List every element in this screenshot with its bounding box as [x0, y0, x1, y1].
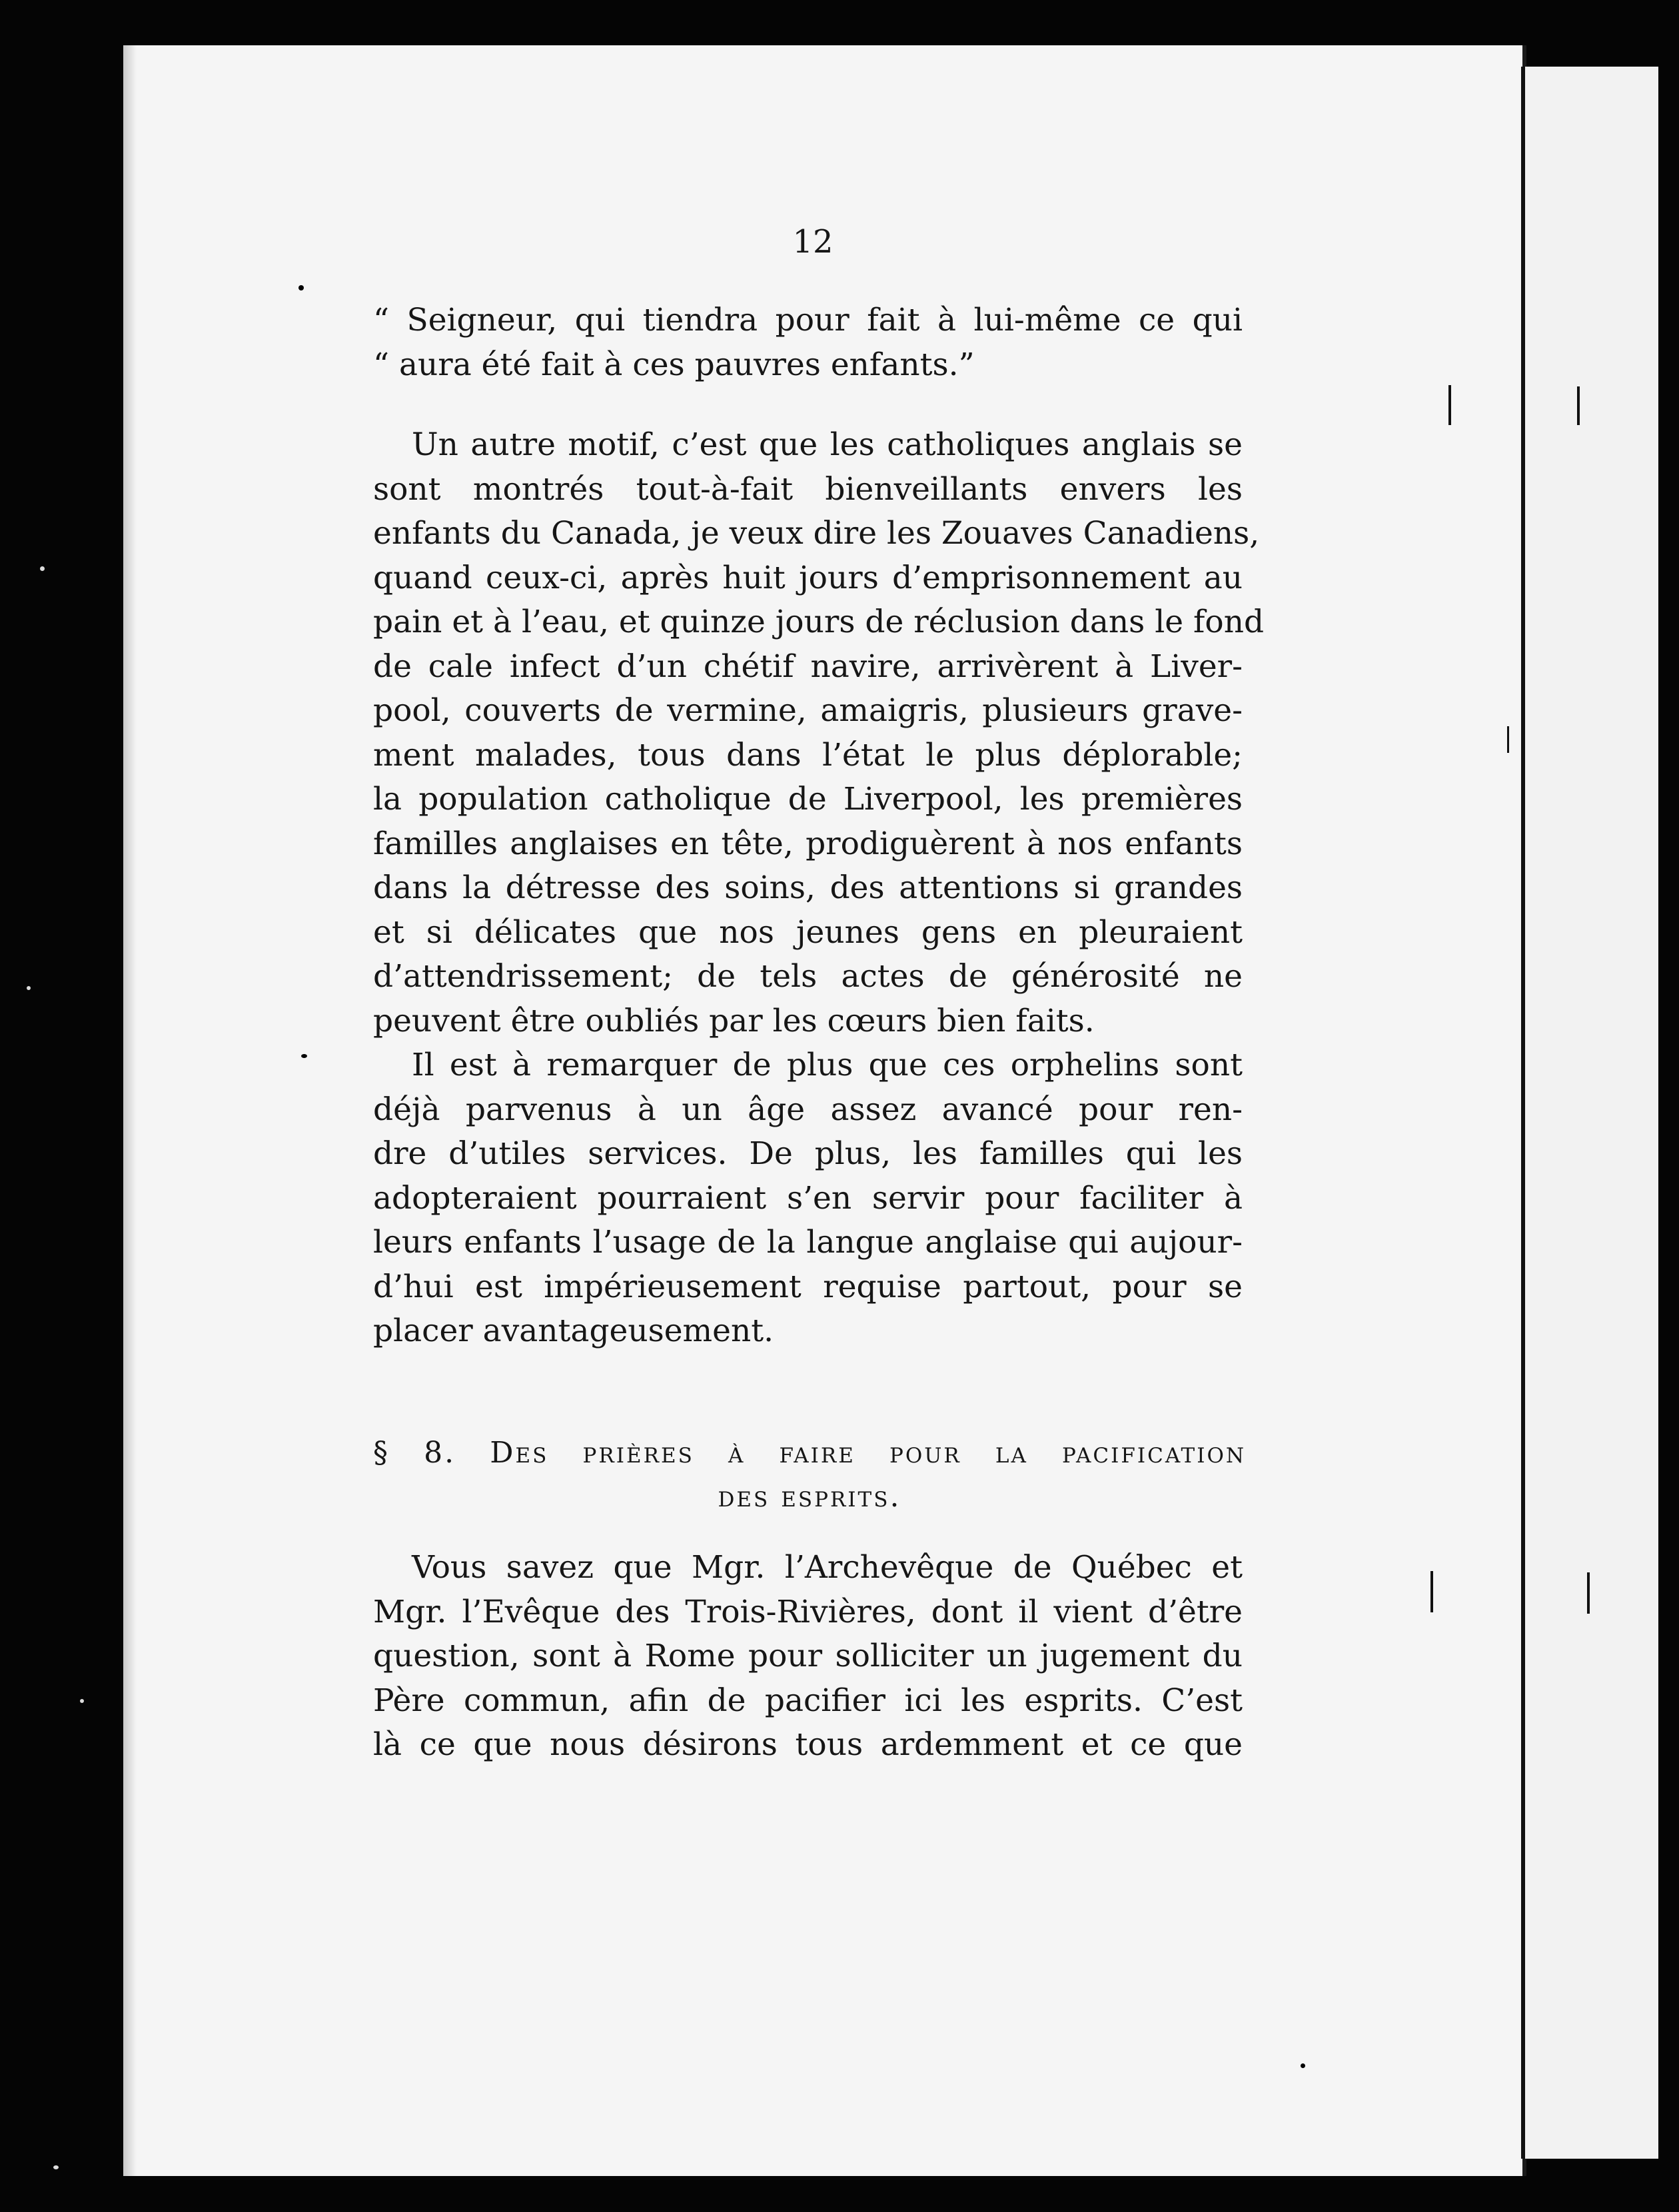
gutter-mark	[1577, 386, 1580, 425]
text-line: là ce que nous désirons tous ardemment et ce que	[373, 1726, 1243, 1763]
text-line: pool, couverts de vermine, amaigris, plusieurs grave-	[373, 692, 1243, 729]
text-line: Il est à remarquer de plus que ces orphelins sont	[412, 1047, 1243, 1083]
text-line: “ Seigneur, qui tiendra pour fait à lui-même ce qui	[373, 302, 1243, 338]
text-line: la population catholique de Liverpool, les premières	[373, 781, 1243, 818]
paragraph	[373, 1546, 1243, 1768]
text-line: question, sont à Rome pour solliciter un jugement du	[373, 1638, 1243, 1674]
gutter-mark	[1507, 726, 1509, 753]
gutter-mark	[1448, 385, 1451, 425]
scan-speck	[40, 566, 45, 571]
scan-speck	[27, 986, 31, 990]
text-line: Mgr. l’Evêque des Trois-Rivières, dont il vient d’être	[373, 1593, 1243, 1630]
text-line: adopteraient pourraient s’en servir pour faciliter à	[373, 1179, 1243, 1217]
section-heading-line: des esprits.	[718, 1480, 901, 1514]
scan-speck	[301, 1054, 307, 1058]
text-line: Vous savez que Mgr. l’Archevêque de Québec et	[412, 1549, 1243, 1586]
text-line: Un autre motif, c’est que les catholiques anglais se	[412, 426, 1243, 463]
section-heading	[373, 1431, 1246, 1519]
paragraph	[373, 1043, 1243, 1354]
page-edge-shadow	[123, 45, 137, 2176]
text-line: placer avantageusement.	[373, 1313, 774, 1349]
text-line: Père commun, afin de pacifier ici les esprits. C’est	[373, 1682, 1243, 1719]
text-line: familles anglaises en tête, prodiguèrent à nos enfants	[373, 825, 1243, 862]
paragraph	[373, 423, 1265, 1043]
gutter-mark	[1430, 1571, 1433, 1612]
text-line: peuvent être oubliés par les cœurs bien faits.	[373, 1002, 1095, 1039]
section-heading-line: § 8. Des prières à faire pour la pacification	[373, 1436, 1246, 1470]
quote-block	[373, 298, 1243, 387]
text-line: sont montrés tout-à-fait bienveillants envers les	[373, 470, 1243, 508]
scan-speck	[298, 285, 304, 290]
text-line: ment malades, tous dans l’état le plus déplorable;	[373, 736, 1243, 774]
text-line: leurs enfants l’usage de la langue anglaise qui aujour-	[373, 1224, 1243, 1261]
page-number: 12	[792, 223, 834, 261]
text-line: déjà parvenus à un âge assez avancé pour ren-	[373, 1091, 1243, 1128]
text-line: enfants du Canada, je veux dire les Zouaves Canadiens,	[373, 515, 1260, 552]
text-line: de cale infect d’un chétif navire, arrivèrent à Liver-	[373, 648, 1243, 685]
adjacent-page-edge	[1521, 67, 1658, 2159]
text-line: quand ceux-ci, après huit jours d’emprisonnement au	[373, 559, 1243, 596]
text-line: et si délicates que nos jeunes gens en pleuraient	[373, 913, 1243, 951]
scan-speck	[1301, 2063, 1305, 2068]
gutter-mark	[1587, 1572, 1590, 1614]
text-line: d’hui est impérieusement requise partout, pour se	[373, 1268, 1243, 1305]
text-line: pain et à l’eau, et quinze jours de réclusion dans le fond	[373, 604, 1265, 640]
text-line: d’attendrissement; de tels actes de générosité ne	[373, 958, 1243, 995]
text-line: “ aura été fait à ces pauvres enfants.”	[373, 346, 975, 383]
text-line: dans la détresse des soins, des attentions si grandes	[373, 869, 1243, 906]
text-line: dre d’utiles services. De plus, les familles qui les	[373, 1135, 1243, 1172]
scan-speck	[80, 1699, 84, 1703]
scan-speck	[53, 2165, 59, 2169]
